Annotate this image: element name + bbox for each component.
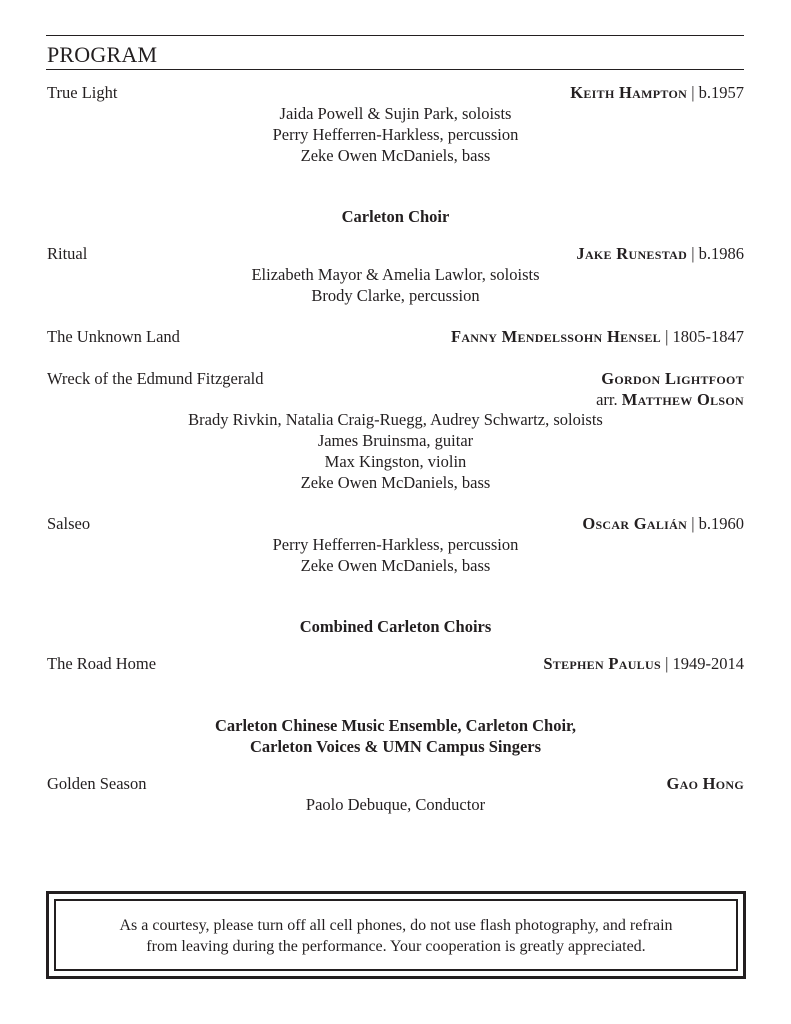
piece-title-wreck: Wreck of the Edmund Fitzgerald xyxy=(47,369,264,388)
composer-dates: | b.1957 xyxy=(687,83,744,102)
composer-stephen-paulus xyxy=(543,654,744,674)
courtesy-notice-inner-border xyxy=(54,899,738,971)
composer-dates: | 1805-1847 xyxy=(660,327,744,346)
ensemble-heading-chinese-line-2: Carleton Voices & UMN Campus Singers xyxy=(249,737,542,756)
arranger-prefix: arr. xyxy=(596,390,622,409)
performer-line: Max Kingston, violin xyxy=(324,452,467,471)
piece-title-unknown-land: The Unknown Land xyxy=(47,327,180,346)
arranger-name: Matthew Olson xyxy=(621,390,744,409)
top-rule xyxy=(46,35,744,36)
performer-line: Zeke Owen McDaniels, bass xyxy=(300,556,491,575)
performer-line: Elizabeth Mayor & Amelia Lawlor, soloists xyxy=(251,265,540,284)
composer-gao-hong xyxy=(666,774,744,794)
arranger-matthew-olson xyxy=(596,390,744,410)
ensemble-heading-chinese-line-1: Carleton Chinese Music Ensemble, Carleton Choir, xyxy=(214,716,576,735)
performer-line: Brady Rivkin, Natalia Craig-Ruegg, Audrey Schwartz, soloists xyxy=(188,410,603,429)
ensemble-heading-combined-choirs: Combined Carleton Choirs xyxy=(299,617,492,636)
performer-line: James Bruinsma, guitar xyxy=(317,431,474,450)
composer-fanny-mendelssohn-hensel xyxy=(451,327,744,347)
composer-dates: | b.1960 xyxy=(687,514,744,533)
composer-name: Keith Hampton xyxy=(570,83,688,102)
courtesy-notice-box xyxy=(46,891,746,979)
composer-name: Stephen Paulus xyxy=(543,654,661,673)
courtesy-notice-text xyxy=(56,915,736,957)
composer-keith-hampton xyxy=(570,83,744,103)
piece-title-salseo: Salseo xyxy=(47,514,91,533)
performer-line: Paolo Debuque, Conductor xyxy=(305,795,486,814)
composer-name: Gao Hong xyxy=(666,774,744,793)
piece-title-ritual: Ritual xyxy=(47,244,88,263)
title-rule xyxy=(46,69,744,70)
page-title: PROGRAM xyxy=(47,42,158,67)
performer-line: Zeke Owen McDaniels, bass xyxy=(300,473,491,492)
composer-name: Fanny Mendelssohn Hensel xyxy=(450,327,661,346)
composer-name: Jake Runestad xyxy=(576,244,688,263)
piece-title-golden-season: Golden Season xyxy=(47,774,147,793)
performer-line: Jaida Powell & Sujin Park, soloists xyxy=(279,104,512,123)
composer-name: Oscar Galián xyxy=(582,514,688,533)
ensemble-heading-carleton-choir: Carleton Choir xyxy=(341,207,450,226)
notice-line-2: from leaving during the performance. Your cooperation is greatly appreciated. xyxy=(146,938,646,955)
performer-line: Perry Hefferren-Harkless, percussion xyxy=(272,125,519,144)
piece-title-true-light: True Light xyxy=(47,83,118,102)
composer-oscar-galian xyxy=(582,514,744,534)
composer-dates: | b.1986 xyxy=(687,244,744,263)
performer-line: Perry Hefferren-Harkless, percussion xyxy=(272,535,519,554)
performer-line: Brody Clarke, percussion xyxy=(311,286,480,305)
composer-jake-runestad xyxy=(576,244,744,264)
composer-name: Gordon Lightfoot xyxy=(601,369,744,388)
piece-title-road-home: The Road Home xyxy=(47,654,157,673)
composer-gordon-lightfoot xyxy=(601,369,744,389)
composer-dates: | 1949-2014 xyxy=(660,654,744,673)
performer-line: Zeke Owen McDaniels, bass xyxy=(300,146,491,165)
notice-line-1: As a courtesy, please turn off all cell phones, do not use flash photography, and refrain xyxy=(119,917,673,934)
